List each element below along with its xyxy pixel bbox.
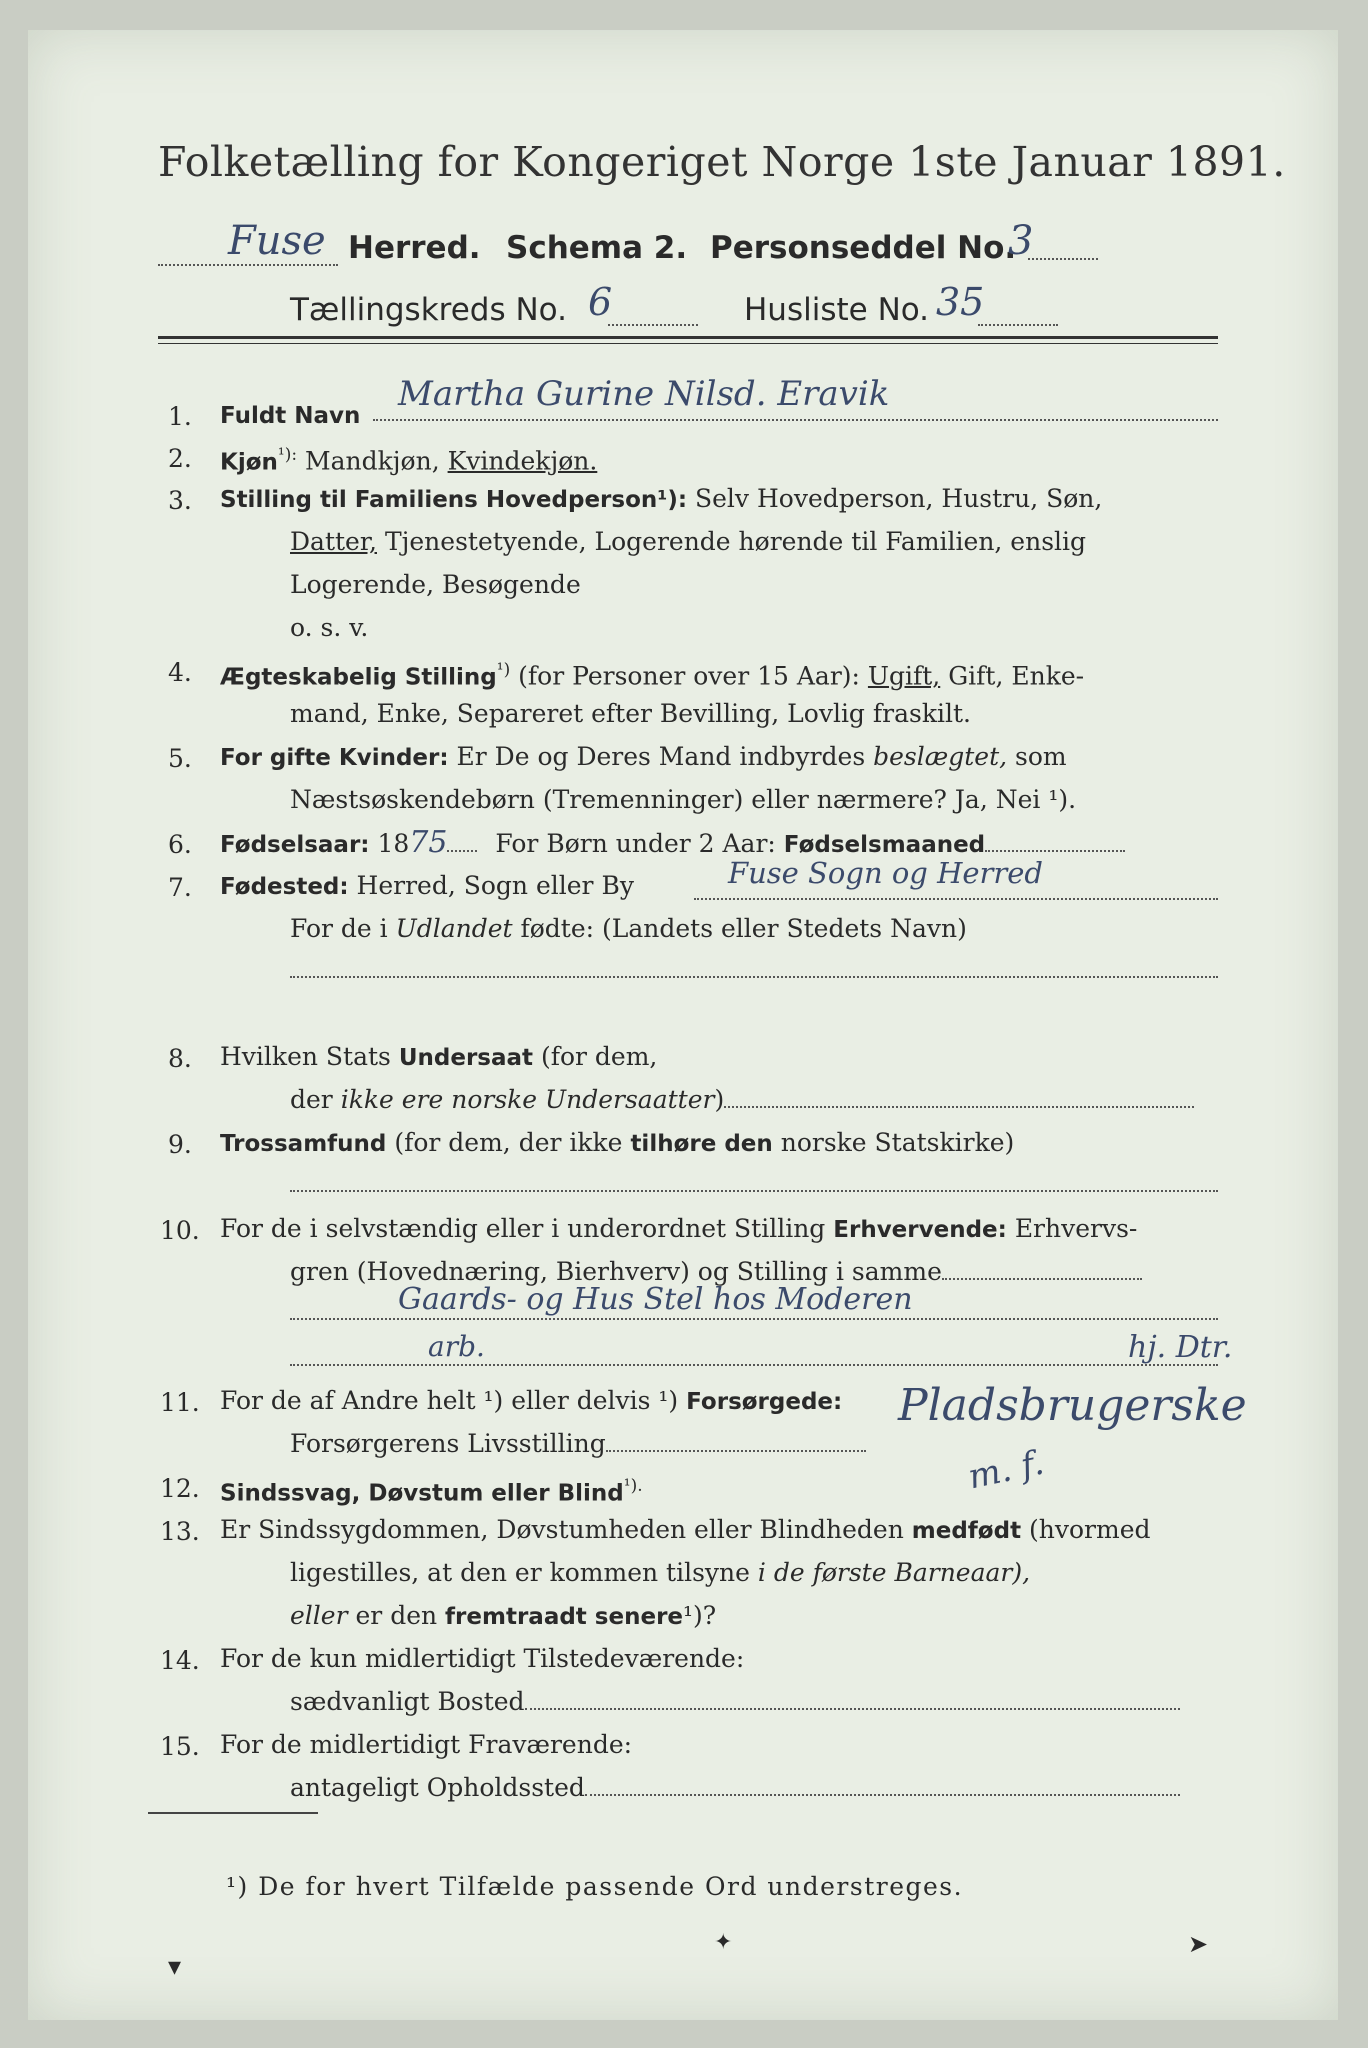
q11-line1 — [220, 1379, 842, 1424]
q15-line2-text: antageligt Opholdssted — [290, 1773, 585, 1802]
herred-label: Herred. — [348, 230, 481, 266]
q2-opt-female: Kvindekjøn. — [447, 446, 598, 476]
q1-number: 1. — [168, 402, 192, 431]
q6-prefix: 18 — [377, 829, 410, 858]
q5-som: som — [1015, 742, 1067, 771]
q10-occupation-value: Gaards- og Hus Stel hos Moderen — [398, 1282, 913, 1317]
q7-line2a: For de i — [290, 914, 388, 943]
q11-line2-text: Forsørgerens Livsstilling — [290, 1429, 606, 1458]
q8-line2: der ikke ere norske Undersaatter) — [290, 1078, 1194, 1121]
margin-mark-left: ▾ — [168, 1952, 182, 1982]
q13-eller: eller — [290, 1601, 348, 1630]
q2-number: 2. — [168, 444, 192, 473]
header-rule-top — [158, 336, 1218, 339]
q10-erhvervende: Erhvervende: — [833, 1217, 1007, 1243]
q13-line3b: ¹)? — [683, 1601, 717, 1630]
herred-value: Fuse — [228, 218, 326, 264]
q15-line2 — [290, 1766, 1180, 1809]
q5-label: For gifte Kvinder: — [220, 745, 449, 771]
q9-tilhore: tilhøre den — [630, 1131, 773, 1157]
q13-medfodt: medfødt — [911, 1518, 1022, 1544]
q4-options-2: mand, Enke, Separeret efter Bevilling, Lovlig fraskilt. — [290, 699, 971, 728]
q12-number: 12. — [160, 1474, 200, 1503]
q8-line1a: Hvilken Stats — [220, 1042, 391, 1071]
q10-occupation-value-2: arb. — [428, 1330, 485, 1363]
q4-condition: (for Personer over 15 Aar): — [518, 661, 860, 691]
q12-sup: ¹). — [623, 1476, 643, 1496]
q3-line1: Stilling til Familiens Hovedperson¹): Selv Hovedperson, Hustru, Søn, — [220, 484, 1103, 513]
q10-dots-1 — [290, 1318, 1218, 1320]
q10-line2-text: gren (Hovednæring, Bierhverv) og Stilling i samme — [290, 1257, 942, 1286]
q14-number: 14. — [160, 1646, 200, 1675]
q13-line2 — [290, 1551, 1030, 1594]
q6-maaned: Fødselsmaaned — [783, 832, 986, 858]
q4-label: Ægteskabelig Stilling — [220, 664, 497, 691]
q1-dots — [373, 419, 1218, 421]
q9-dots — [290, 1190, 1218, 1192]
q7-birthplace-value: Fuse Sogn og Herred — [728, 856, 1043, 890]
q11-number: 11. — [160, 1388, 200, 1417]
q3-options-2: Tjenestetyende, Logerende hørende til Familien, enslig — [384, 527, 1087, 556]
q10-line1a: For de i selvstændig eller i underordnet Stilling — [220, 1214, 826, 1243]
margin-mark-right: ➤ — [1188, 1930, 1209, 1958]
q1-label: Fuldt Navn — [220, 403, 361, 429]
schema-label: Schema 2. — [506, 230, 688, 266]
personseddel-label: Personseddel No. — [710, 230, 1017, 266]
q5-line1 — [220, 735, 1067, 780]
q6-year-value: 75 — [409, 825, 448, 860]
footnote: ¹) De for hvert Tilfælde passende Ord understreges. — [226, 1872, 964, 1901]
q2-opt-male: Mandkjøn, — [305, 446, 440, 476]
q11-provider-value: Pladsbrugerske — [898, 1380, 1247, 1431]
q3-options-3: Logerende, Besøgende — [290, 570, 581, 599]
q10-dots-2 — [290, 1364, 1218, 1366]
q14-line2 — [290, 1680, 1180, 1723]
q1-name-value: Martha Gurine Nilsd. Eravik — [398, 374, 890, 414]
q12-label: Sindssvag, Døvstum eller Blind — [220, 1480, 624, 1507]
q2-sup: ¹): — [277, 445, 298, 465]
q3-datter: Datter, — [290, 527, 377, 556]
q7-line2 — [290, 907, 967, 950]
q13-line3 — [290, 1594, 716, 1639]
q3-number: 3. — [168, 486, 192, 515]
q7-question: Herred, Sogn eller By — [356, 871, 634, 900]
q8-line2a: der — [290, 1085, 333, 1114]
q14-line2-text: sædvanligt Bosted — [290, 1687, 525, 1716]
q11-forsorgede: Forsørgede: — [686, 1389, 843, 1415]
q7-dots — [694, 898, 1218, 900]
q15-number: 15. — [160, 1732, 200, 1761]
q10-line1 — [220, 1207, 1137, 1252]
q9-number: 9. — [168, 1130, 192, 1159]
header-rule-bottom — [158, 343, 1218, 344]
q5-beslaegtet: beslægtet, — [873, 742, 1008, 771]
q10-line1b: Erhvervs- — [1014, 1214, 1138, 1243]
q7-line2b: fødte: (Landets eller Stedets Navn) — [520, 914, 967, 943]
q13-line3a: er den — [355, 1601, 438, 1630]
q2-label: Kjøn — [220, 449, 278, 476]
q9-line1 — [220, 1121, 1014, 1166]
q3-label: Stilling til Familiens Hovedperson — [220, 487, 658, 513]
q10-occupation-value-3: hj. Dtr. — [1128, 1330, 1233, 1365]
q14-line1: For de kun midlertidigt Tilstedeværende: — [220, 1644, 745, 1673]
q8-line1 — [220, 1035, 657, 1080]
q15-line1: For de midlertidigt Fraværende: — [220, 1730, 633, 1759]
census-form-sheet — [28, 30, 1338, 2020]
q4-ugift: Ugift, — [867, 661, 941, 691]
personseddel-dots — [1028, 258, 1098, 260]
q11-line1a: For de af Andre helt ¹) eller delvis ¹) — [220, 1386, 679, 1415]
husliste-value: 35 — [936, 280, 985, 324]
q11-line2 — [290, 1422, 866, 1465]
q3-line2 — [290, 520, 1086, 563]
q8-line2it: ikke ere norske Undersaatter — [340, 1085, 715, 1114]
margin-mark-center: ✦ — [714, 1930, 733, 1955]
personseddel-value: 3 — [1008, 218, 1034, 264]
q7-label: Fødested: — [220, 874, 349, 900]
q13-line1 — [220, 1508, 1151, 1553]
q13-line2a: ligestilles, at den er kommen tilsyne — [290, 1558, 750, 1587]
q7-number: 7. — [168, 873, 192, 902]
kreds-label: Tællingskreds No. — [290, 292, 567, 328]
q7-udlandet: Udlandet — [395, 914, 513, 943]
q6-number: 6. — [168, 830, 192, 859]
q4-line1: Ægteskabelig Stilling$^{^1)}$ (for Personer over 15 Aar): Ugift, Gift, Enke- — [220, 660, 1085, 691]
q5-question: Er De og Deres Mand indbyrdes — [456, 742, 866, 771]
q8-line1b: (for dem, — [540, 1042, 658, 1071]
q12-handwritten-mark: m. f. — [964, 1442, 1048, 1498]
q9-line1b: norske Statskirke) — [780, 1128, 1015, 1157]
q8-number: 8. — [168, 1044, 192, 1073]
q6-label: Fødselsaar: — [220, 832, 370, 858]
q5-number: 5. — [168, 744, 192, 773]
q5-line2: Næstsøskendebørn (Tremenninger) eller nærmere? Ja, Nei ¹). — [290, 785, 1077, 814]
q13-line1b: (hvormed — [1029, 1515, 1151, 1544]
q8-undersaat: Undersaat — [398, 1045, 534, 1071]
q9-line1a: (for dem, der ikke — [394, 1128, 623, 1157]
q13-line2it: i de første Barneaar), — [757, 1558, 1031, 1587]
q4-number: 4. — [168, 658, 192, 687]
q4-options-1: Gift, Enke- — [948, 661, 1085, 691]
q13-fremtraadt: fremtraadt senere — [445, 1604, 684, 1630]
q13-number: 13. — [160, 1517, 200, 1546]
footnote-rule — [148, 1812, 318, 1814]
kreds-value: 6 — [588, 280, 613, 324]
husliste-dots — [978, 324, 1058, 326]
q3-options-1: Selv Hovedperson, Hustru, Søn, — [695, 484, 1103, 513]
q9-label: Trossamfund — [220, 1131, 387, 1157]
kreds-dots — [608, 324, 698, 326]
q7-line1 — [220, 864, 634, 909]
q13-line1a: Er Sindssygdommen, Døvstumheden eller Blindheden — [220, 1515, 904, 1544]
q6-under2: For Børn under 2 Aar: — [495, 829, 776, 858]
q10-number: 10. — [160, 1216, 200, 1245]
q3-osv: o. s. v. — [290, 613, 369, 642]
q7-blank-dots — [290, 976, 1218, 978]
form-title: Folketælling for Kongeriget Norge 1ste Januar 1891. — [158, 138, 1286, 186]
husliste-label: Husliste No. — [744, 292, 930, 328]
